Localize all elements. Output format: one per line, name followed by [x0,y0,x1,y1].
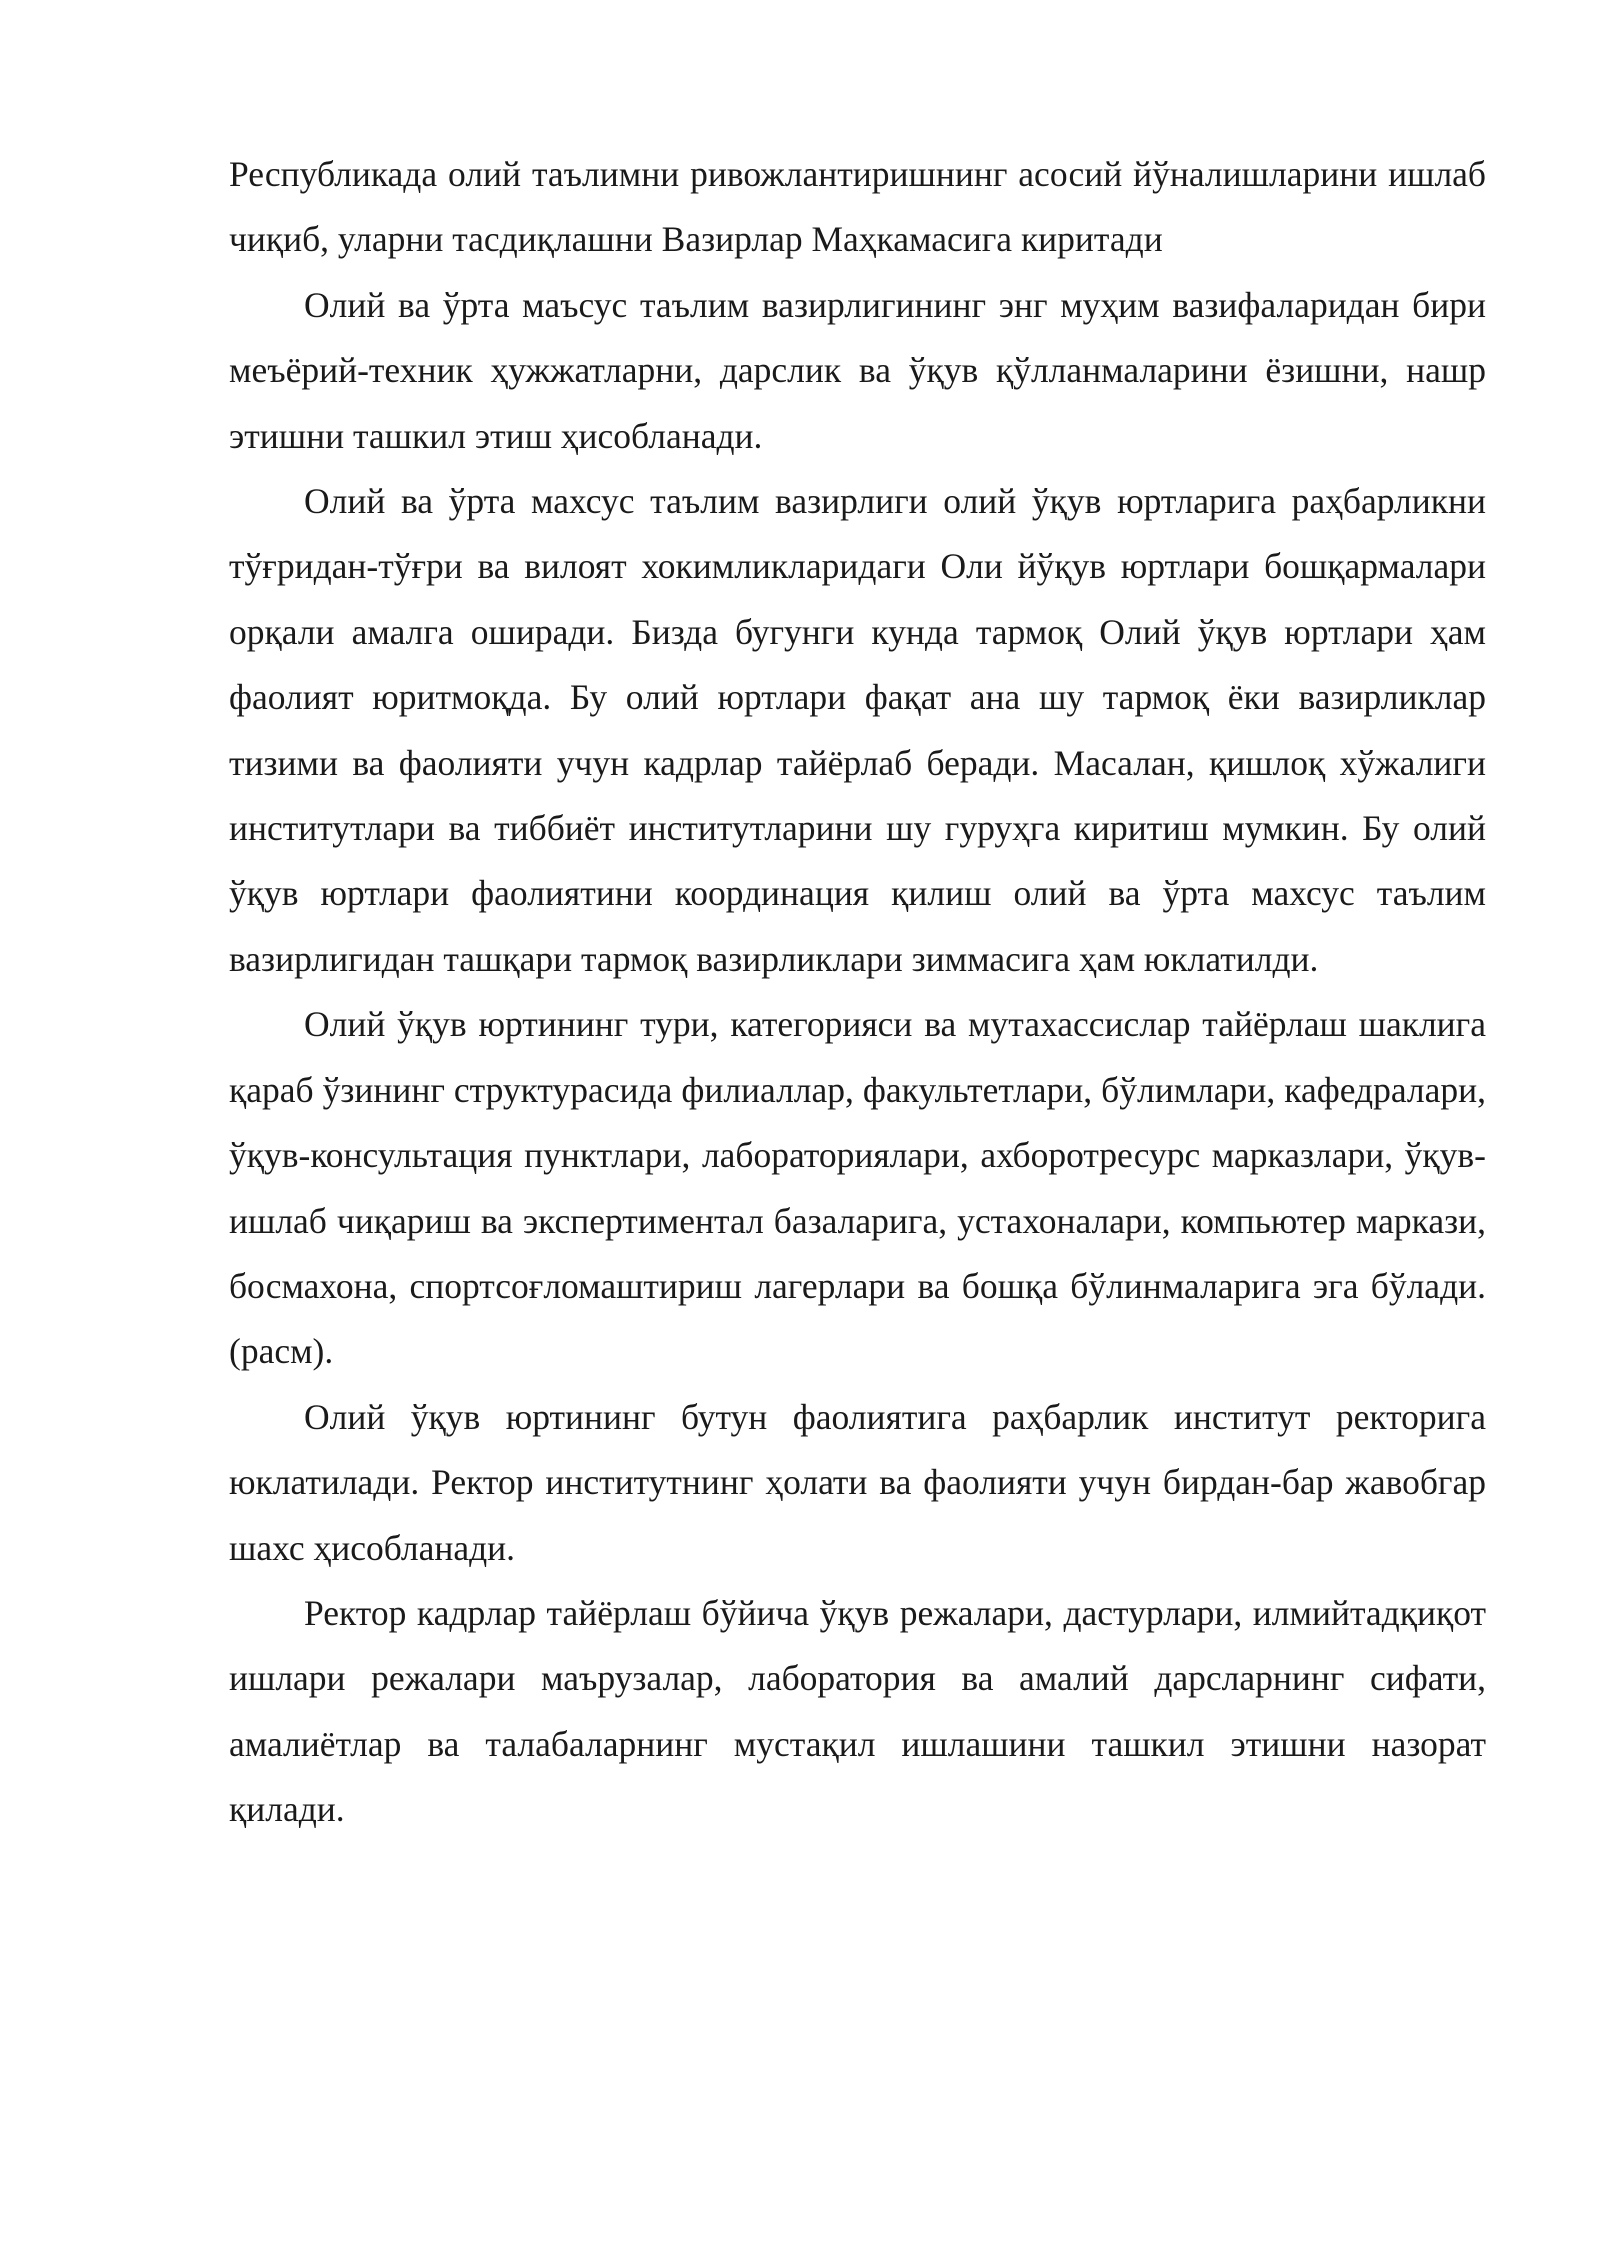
paragraph-rector-control: Ректор кадрлар тайёрлаш бўйича ўқув режалари, дастурлари, илмийтадқиқот ишлари режалари маърузалар, лаборатория ва амалий дарсларнинг сифати, амалиётлар ва талабаларнинг мустақил ишлашини ташкил этишни назорат қилади. [229,1592,1486,1830]
paragraph-university-structure: Олий ўқув юртининг тури, категорияси ва мутахассислар тайёрлаш шаклига қараб ўзининг структурасида филиаллар, факультетлари, бўлимлари, кафедралари, ўқув-консультация пунктлари, лабораториялари, ахборотресурс марказлари, ўқув-ишлаб чиқариш ва экспертиментал базаларига, устахоналари, компьютер маркази, босмахона, спортсоғломаштириш лагерлари ва бошқа бўлинмаларига эга бўлади. (расм). [229,1004,1486,1372]
paragraph-ministry-duties: Олий ва ўрта маъсус таълим вазирлигининг энг муҳим вазифаларидан бири меъёрий-техник ҳужжатларни, дарслик ва ўқув қўлланмаларини ёзишни, нашр этишни ташкил этиш ҳисобланади. [229,284,1486,456]
paragraph-continuation: Республикада олий таълимни ривожлантиришнинг асосий йўналишларини ишлаб чиқиб, уларни тасдиқлашни Вазирлар Маҳкамасига киритади [229,154,1486,260]
paragraph-rector-leadership: Олий ўқув юртининг бутун фаолиятига раҳбарлик институт ректорига юклатилади. Ректор институтнинг ҳолати ва фаолияти учун бирдан-бар жавобгар шахс ҳисобланади. [229,1396,1486,1568]
paragraph-ministry-management: Олий ва ўрта махсус таълим вазирлиги олий ўқув юртларига раҳбарликни тўғридан-тўғри ва вилоят хокимликларидаги Оли йўқув юртлари бошқармалари орқали амалга оширади. Бизда бугунги кунда тармоқ Олий ўқув юртлари ҳам фаолият юритмоқда. Бу олий юртлари фақат ана шу тармоқ ёки вазирликлар тизими ва фаолияти учун кадрлар тайёрлаб беради. Масалан, қишлоқ хўжалиги институтлари ва тиббиёт институтларини шу гуруҳга киритиш мумкин. Бу олий ўқув юртлари фаолиятини координация қилиш олий ва ўрта махсус таълим вазирлигидан ташқари тармоқ вазирликлари зиммасига ҳам юклатилди. [229,481,1486,979]
document-page [229,142,1486,1843]
